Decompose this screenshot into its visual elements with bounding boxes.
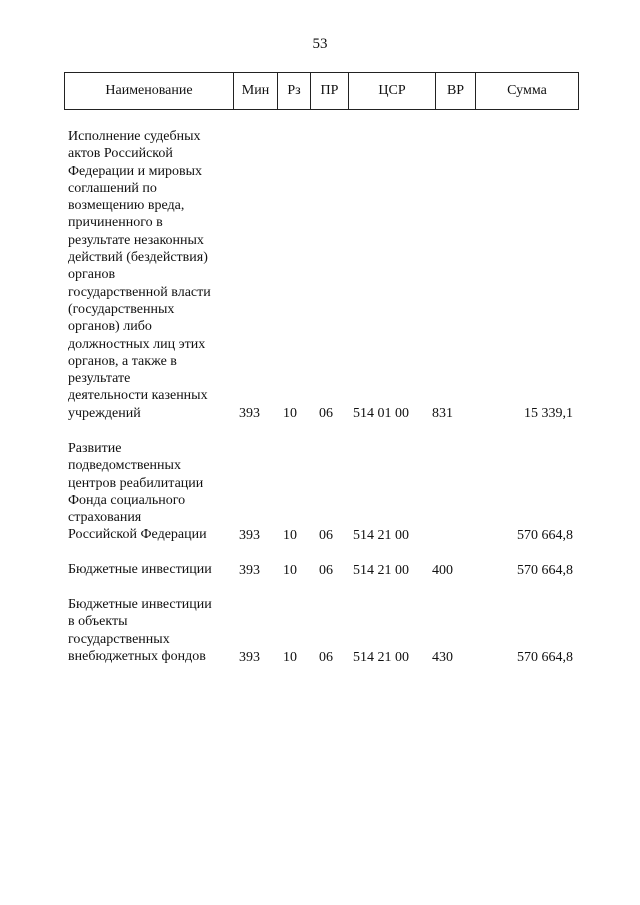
row-sum: 15 339,1 <box>524 405 573 421</box>
row-rz: 10 <box>283 405 297 421</box>
row-rz: 10 <box>283 527 297 543</box>
table-row <box>68 128 578 422</box>
column-header-min: Мин <box>233 73 277 109</box>
row-sum: 570 664,8 <box>517 649 573 665</box>
row-pr: 06 <box>319 405 333 421</box>
table-row <box>68 561 578 579</box>
row-min: 393 <box>239 527 260 543</box>
row-min: 393 <box>239 562 260 578</box>
table-header <box>64 72 579 110</box>
row-csr: 514 21 00 <box>353 527 409 543</box>
row-sum: 570 664,8 <box>517 562 573 578</box>
row-rz: 10 <box>283 649 297 665</box>
row-rz: 10 <box>283 562 297 578</box>
column-header-csr: ЦСР <box>348 73 435 109</box>
page-number: 53 <box>312 36 328 52</box>
row-name: Развитие подведомственных центров реабилитации Фонда социального страхования Российской Федерации <box>68 441 207 543</box>
column-header-vr: ВР <box>435 73 475 109</box>
row-pr: 06 <box>319 562 333 578</box>
row-csr: 514 01 00 <box>353 405 409 421</box>
row-min: 393 <box>239 405 260 421</box>
row-vr: 430 <box>432 649 453 665</box>
row-min: 393 <box>239 649 260 665</box>
row-sum: 570 664,8 <box>517 527 573 543</box>
row-vr: 400 <box>432 562 453 578</box>
row-name: Бюджетные инвестиции в объекты государственных внебюджетных фондов <box>68 597 212 664</box>
column-header-pr: ПР <box>310 73 348 109</box>
row-name: Бюджетные инвестиции <box>68 562 212 577</box>
row-pr: 06 <box>319 649 333 665</box>
table-row <box>68 440 578 544</box>
table-row <box>68 596 578 666</box>
column-header-sum: Сумма <box>475 73 578 109</box>
row-csr: 514 21 00 <box>353 562 409 578</box>
column-header-rz: Рз <box>277 73 310 109</box>
row-name: Исполнение судебных актов Российской Федерации и мировых соглашений по возмещению вреда, причиненного в результате незаконных действий (бездействия) органов государственной власти (государственных органов) либо должностных лиц этих органов, а также в результате деятельности казенных учреждений <box>68 129 211 421</box>
row-vr: 831 <box>432 405 453 421</box>
row-pr: 06 <box>319 527 333 543</box>
column-header-name: Наименование <box>105 83 193 98</box>
row-csr: 514 21 00 <box>353 649 409 665</box>
